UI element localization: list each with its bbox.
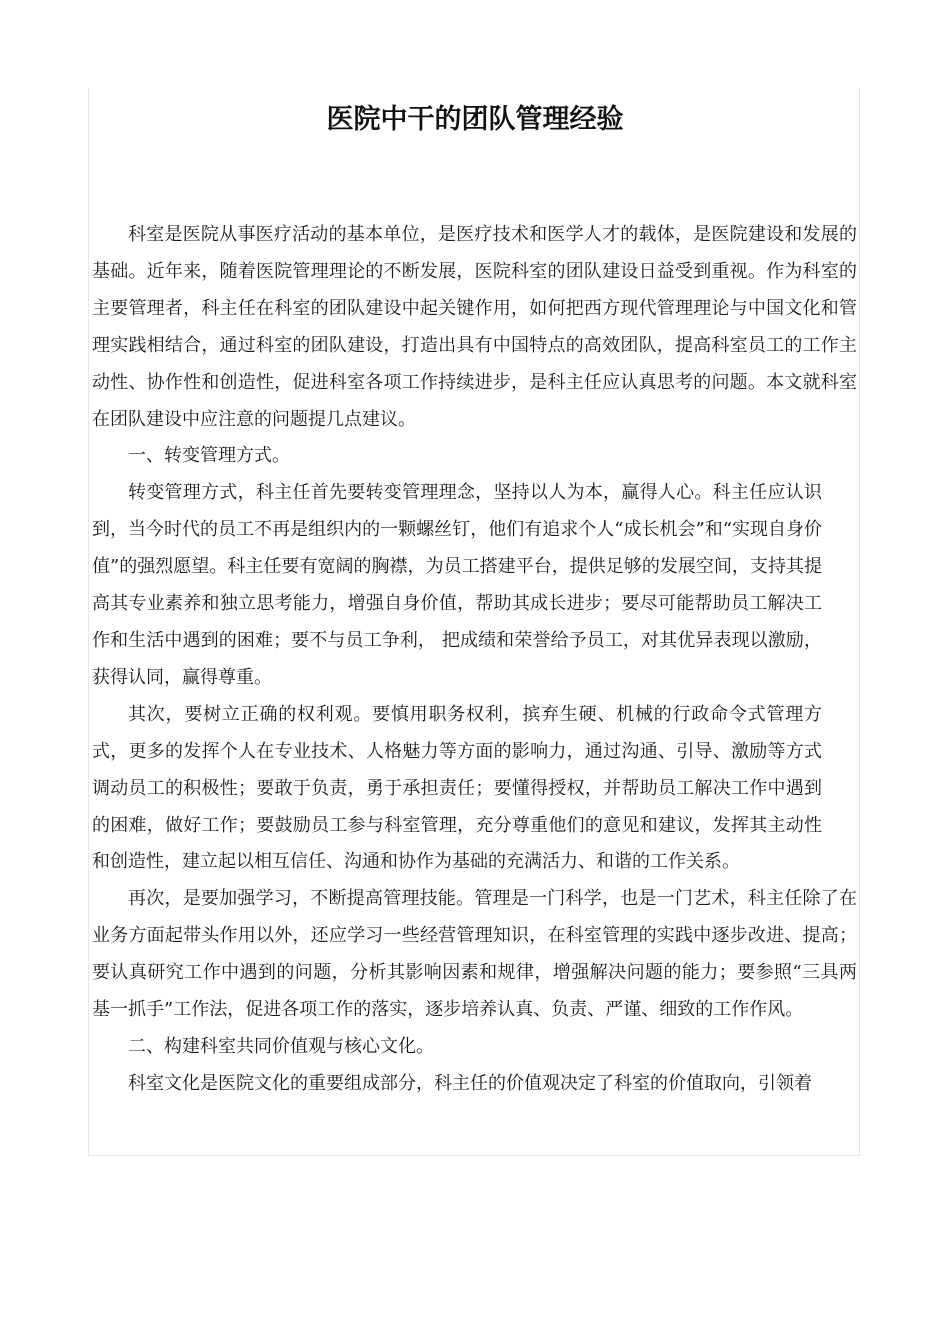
paragraph-intro: 科室是医院从事医疗活动的基本单位，是医疗技术和医学人才的载体，是医院建设和发展的基础。近年来，随着医院管理理论的不断发展，医院科室的团队建设日益受到重视。作为科室的主要管理者，科主任在科室的团队建设中起关键作用，如何把西方现代管理理论与中国文化和管理实践相结合，通过科室的团队建设，打造出具有中国特点的高效团队，提高科室员工的工作主动性、协作性和创造性，促进科室各项工作持续进步，是科主任应认真思考的问题。本文就科室在团队建设中应注意的问题提几点建议。: [92, 224, 857, 430]
paragraph-culture: 科室文化是医院文化的重要组成部分，科主任的价值观决定了科室的价值取向，引领着: [128, 1072, 812, 1094]
paragraph-power-view: 其次，要树立正确的权利观。要慎用职务权利，摈弃生硬、机械的行政命令式管理方式，更多的发挥个人在专业技术、人格魅力等方面的影响力，通过沟通、引导、激励等方式调动员工的积极性；要敢于负责，勇于承担责任；要懂得授权，并帮助员工解决工作中遇到的困难，做好工作；要鼓励员工参与科室管理，充分尊重他们的意见和建议，发挥其主动性和创造性，建立起以相互信任、沟通和协作为基础的充满活力、和谐的工作关系。: [92, 703, 822, 873]
section-heading-1: 一、转变管理方式。: [128, 445, 290, 467]
paragraph-learning: 再次，是要加强学习，不断提高管理技能。管理是一门科学，也是一门艺术，科主任除了在业务方面起带头作用以外，还应学习一些经营管理知识，在科室管理的实践中逐步改进、提高；要认真研究工作中遇到的问题，分析其影响因素和规律，增强解决问题的能力；要参照“三具两基一抓手”工作法，促进各项工作的落实，逐步培养认真、负责、严谨、细致的工作作风。: [92, 888, 857, 1021]
document-title: 医院中干的团队管理经验: [326, 104, 624, 136]
document-body: [92, 217, 857, 1103]
section-heading-2: 二、构建科室共同价值观与核心文化。: [128, 1035, 434, 1057]
paragraph-management-style: 转变管理方式，科主任首先要转变管理理念，坚持以人为本，赢得人心。科主任应认识到，当今时代的员工不再是组织内的一颗螺丝钉，他们有追求个人“成长机会”和“实现自身价值”的强烈愿望。科主任要有宽阔的胸襟，为员工搭建平台，提供足够的发展空间，支持其提高其专业素养和独立思考能力，增强自身价值，帮助其成长进步；要尽可能帮助员工解决工作和生活中遇到的困难；要不与员工争利， 把成绩和荣誉给予员工，对其优异表现以激励，获得认同，赢得尊重。: [92, 482, 822, 688]
